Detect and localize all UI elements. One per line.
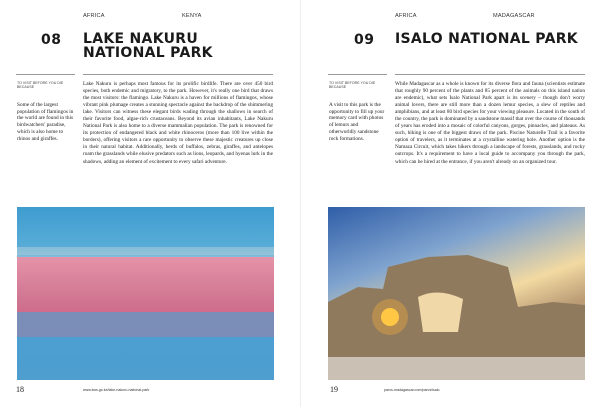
divider xyxy=(328,74,387,75)
divider xyxy=(83,74,273,75)
page-title xyxy=(83,32,213,60)
website-link[interactable]: parcs-madagascar.com/parcs/isalo xyxy=(384,388,440,392)
sidebar-note: Some of the largest population of flamingos in the world are found in this birdwatchers' paradise, which is also home to rhinos and giraffes. xyxy=(17,102,74,142)
page-title: ISALO NATIONAL PARK xyxy=(395,31,578,47)
title-line-2: NATIONAL PARK xyxy=(83,45,213,61)
right-page xyxy=(300,0,600,407)
country-label: MADAGASCAR xyxy=(493,13,535,19)
page-number: 19 xyxy=(330,385,338,394)
body-text: While Madagascar as a whole is known for its diverse flora and fauna (scientists estimate that roughly 90 percent of the plants and 85 percent of the animals on this island nation are endemic), what sets Isalo National Park apart is its scenery – though don't worry animal lovers, there are still more than a dozen lemur species, a slew of reptiles and amphibians, and at least 80 bird species for your viewing pleasure. Located in the south of the country, the park is dominated by a sandstone massif that over the course of thousands of years has eroded into a mosaic of colorful canyons, gorges, pinnacles, and plateaus. As such, hiking is one of the biggest draws of the park. Piscine Naturelle Trail is a favorite option of travelers, as it terminates at a crystalline watering hole. Another option is the Namaza Circuit, which takes hikers through a landscape of forests, grasslands, and rocky outcrops. It's a requirement to have a local guide to accompany you through the park, which can be hired at the entrance, if you aren't already on an organized tour. xyxy=(395,81,585,165)
page-number: 18 xyxy=(16,385,24,394)
region-label: AFRICA xyxy=(83,13,105,19)
sidebar-tag: TO VISIT BEFORE YOU DIE BECAUSE xyxy=(329,81,376,90)
sidebar-tag: TO VISIT BEFORE YOU DIE BECAUSE xyxy=(17,81,64,90)
flamingo-photo xyxy=(17,207,274,380)
body-text: Lake Nakuru is perhaps most famous for its prolific birdlife. There are over 450 bird species, both endemic and migratory, to the park. However, it's really one bird that draws the most visitors: the flamingo. Lake Nakuru is a haven for millions of flamingos, whose vibrant pink plumage creates a stunning spectacle against the backdrop of the shimmering lake. Visitors can witness these elegant birds wading through the shallows in search of their favorite food, algae-rich crustaceans. Beyond its avian inhabitants, Lake Nakuru National Park is also home to a diverse mammalian population. The park is renowned for its protection of endangered black and white rhinoceros (more than 100 live within the borders), offering visitors a rare opportunity to observe these majestic creatures up close in their natural habitat. Additionally, herds of buffalos, zebras, giraffes, and antelopes roam the grasslands while elusive predators such as lions, leopards, and hyenas lurk in the shadows, adding an element of excitement to every safari adventure. xyxy=(83,81,273,165)
rock-arch-illustration xyxy=(328,207,585,380)
title-line-1: LAKE NAKURU xyxy=(83,31,199,47)
divider xyxy=(16,74,75,75)
region-label: AFRICA xyxy=(395,13,417,19)
website-link[interactable]: www.kws.go.ke/lake-nakuru-national-park xyxy=(83,388,150,392)
sidebar-note: A visit to this park is the opportunity to fill up your memory card with photos of lemurs and otherworldly sandstone rock formations. xyxy=(329,102,385,142)
entry-number: 09 xyxy=(354,32,375,48)
country-label: KENYA xyxy=(182,13,202,19)
rock-arch-photo xyxy=(328,207,585,380)
entry-number: 08 xyxy=(41,32,62,48)
flamingo-illustration xyxy=(17,207,274,380)
divider xyxy=(395,74,585,75)
